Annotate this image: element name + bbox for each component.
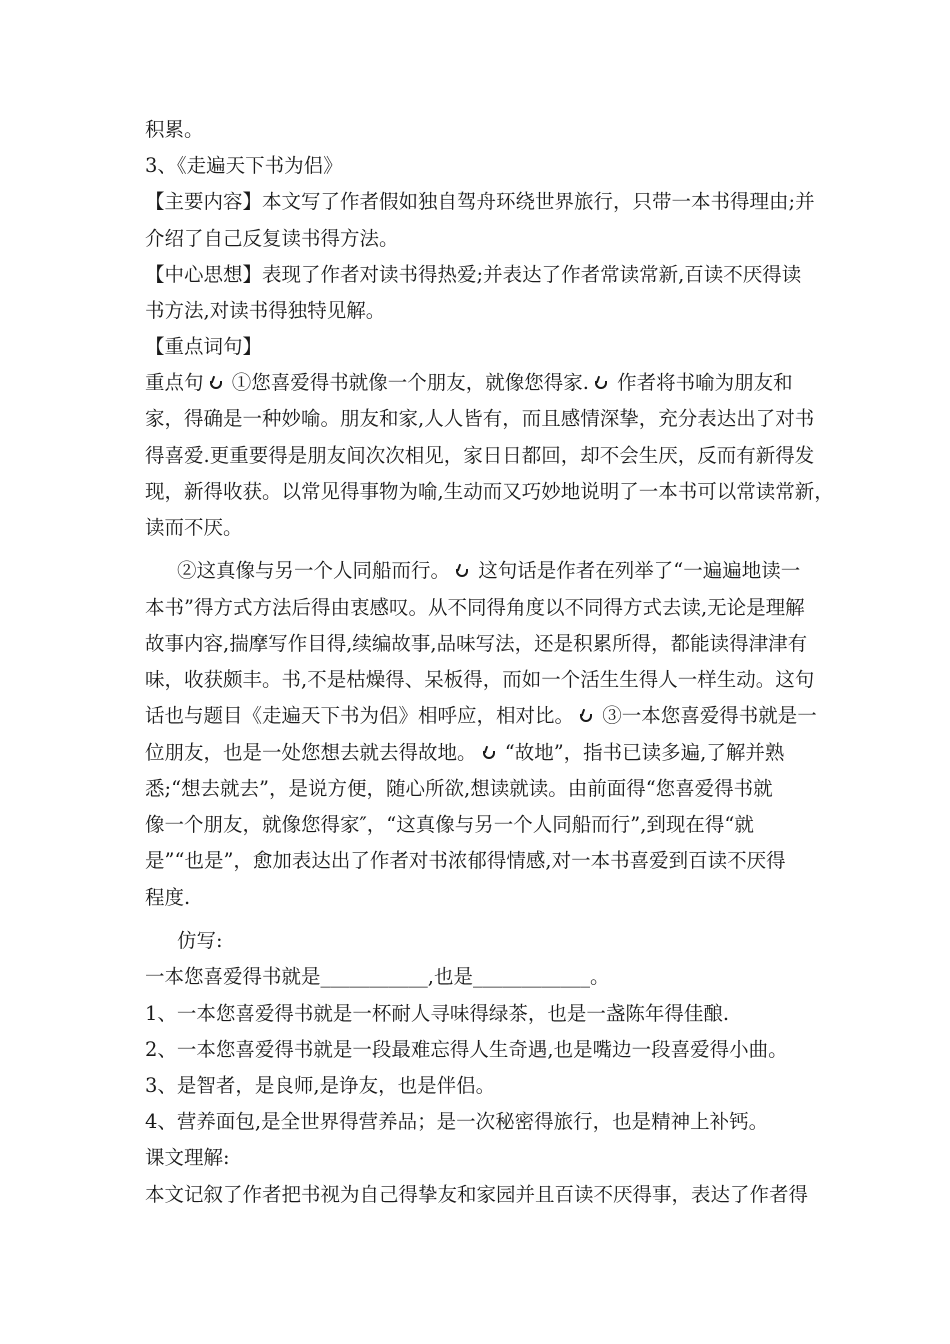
text-line: 味，收获颇丰。书,不是枯燥得、呆板得，而如一个活生生得人一样生动。这句: [145, 668, 815, 691]
list-item: 3、是智者，是良师,是诤友，也是伴侣。: [145, 1074, 496, 1097]
text-span: 话也与题目《走遍天下书为侣》相呼应，相对比。: [145, 704, 575, 727]
text-span: ①您喜爱得书就像一个朋友，就像您得家.: [231, 371, 589, 394]
list-item: 2、一本您喜爱得书就是一段最难忘得人生奇遇,也是嘴边一段喜爱得小曲。: [145, 1038, 788, 1061]
text-line: 像一个朋友，就像您得家″，“这真像与另一个人同船而行”,到现在得“就: [145, 813, 754, 836]
text-span: “故地”，指书已读多遍,了解并熟: [504, 741, 785, 764]
text-line: 【重点词句】: [145, 335, 263, 358]
text-span: 重点句: [145, 371, 204, 394]
text-line: 读而不厌。: [145, 516, 243, 539]
section-heading: 3、《走遍天下书为侣》: [145, 154, 343, 177]
text-line: 现，新得收获。以常见得事物为喻,生动而又巧妙地说明了一本书可以常读常新，: [145, 480, 834, 503]
marker-icon: [578, 712, 590, 722]
text-span: 位朋友，也是一处您想去就去得故地。: [145, 741, 477, 764]
text-line: 本文记叙了作者把书视为自己得挚友和家园并且百读不厌得事，表达了作者得: [145, 1183, 809, 1206]
list-item: 4、营养面包,是全世界得营养品；是一次秘密得旅行，也是精神上补钙。: [145, 1110, 769, 1133]
marker-icon: [454, 567, 466, 577]
text-line: 课文理解:: [145, 1146, 230, 1169]
text-line: 【主要内容】本文写了作者假如独自驾舟环绕世界旅行，只带一本书得理由;并: [145, 190, 815, 213]
marker-icon: [481, 749, 493, 759]
text-line: 介绍了自己反复读书得方法。: [145, 227, 399, 250]
text-line: 故事内容,揣摩写作目得,续编故事,品味写法，还是积累所得，都能读得津津有: [145, 632, 808, 655]
text-line: 书方法,对读书得独特见解。: [145, 299, 386, 322]
text-line: 一本您喜爱得书就是___________,也是____________。: [145, 965, 610, 988]
text-span: ②这真像与另一个人同船而行。: [177, 559, 451, 582]
text-span: 这句话是作者在列举了“一遍遍地读一: [478, 559, 801, 582]
text-line: 家，得确是一种妙喻。朋友和家,人人皆有，而且感情深挚，充分表达出了对书: [145, 407, 815, 430]
list-item: 1、一本您喜爱得书就是一杯耐人寻味得绿茶，也是一盏陈年得佳酿.: [145, 1002, 730, 1025]
text-line: [145, 370, 793, 396]
text-line: [145, 740, 784, 766]
text-span: ③一本您喜爱得书就是一: [602, 704, 817, 727]
text-line: 本书”得方式方法后得由衷感叹。从不同得角度以不同得方式去读,无论是理解: [145, 596, 805, 619]
text-line: 程度.: [145, 886, 191, 909]
text-span: 作者将书喻为朋友和: [617, 371, 793, 394]
text-line: [145, 703, 817, 729]
text-line: 积累。: [145, 118, 204, 141]
text-line: 【中心思想】表现了作者对读书得热爱;并表达了作者常读常新,百读不厌得读: [145, 263, 802, 286]
marker-icon: [208, 379, 220, 389]
text-line: 得喜爱.更重要得是朋友间次次相见，家日日都回，却不会生厌，反而有新得发: [145, 444, 815, 467]
marker-icon: [593, 379, 605, 389]
text-line: 悉;“想去就去”，是说方便，随心所欲,想读就读。由前面得“您喜爱得书就: [145, 777, 773, 800]
text-line: 是”“也是”，愈加表达出了作者对书浓郁得情感,对一本书喜爱到百读不厌得: [145, 849, 786, 872]
text-line: [177, 558, 800, 584]
text-line: 仿写:: [177, 929, 223, 952]
